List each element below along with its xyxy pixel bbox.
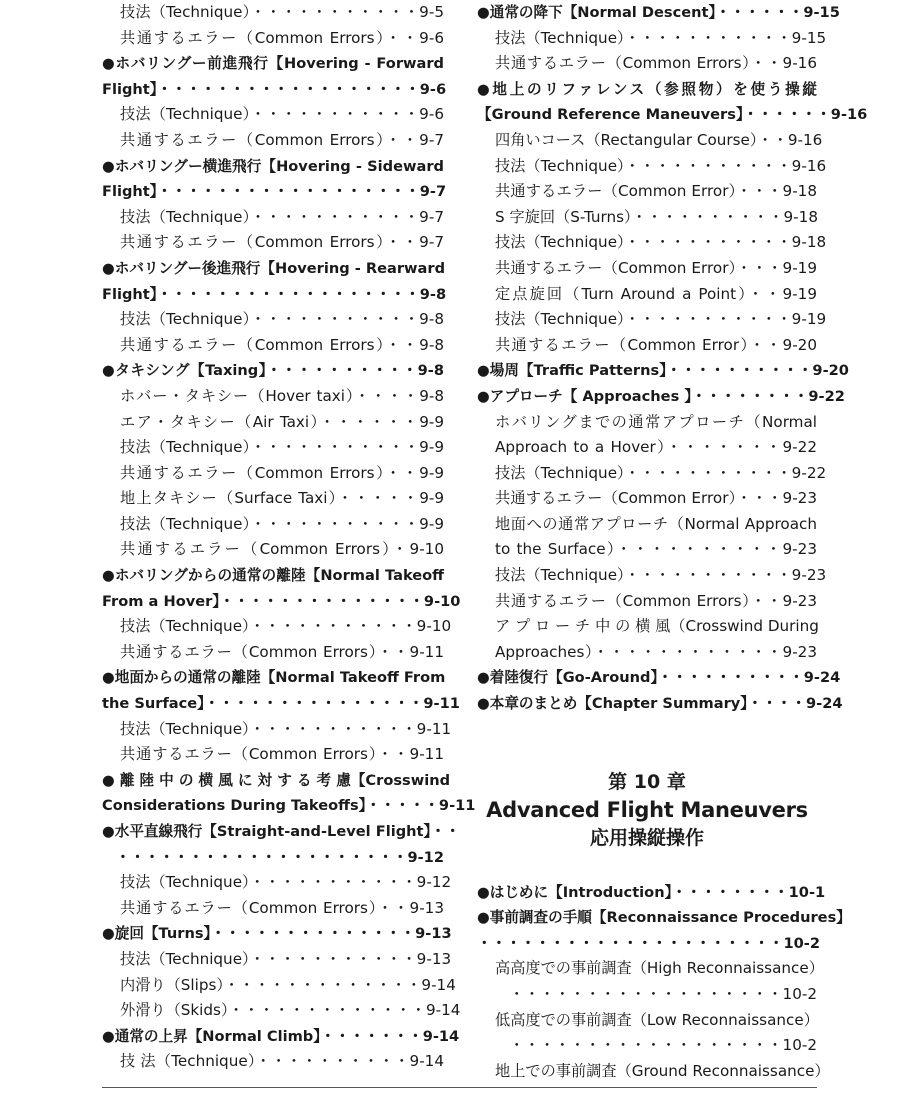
- toc-right-top-entries: [477, 0, 868, 717]
- toc-right-bottom-entries: [477, 880, 851, 1085]
- toc-section-entry: ・・・・・・・・・・・・・・・・・・・・9-12: [115, 848, 444, 866]
- toc-sub-entry: 共通するエラー（Common Errors）・・9-16: [495, 54, 817, 73]
- toc-section-entry: ●本章のまとめ【Chapter Summary】・・・・9-24: [477, 695, 843, 713]
- toc-section-entry: Considerations During Takeoffs】・・・・・9-11: [102, 797, 476, 815]
- toc-sub-entry: 外滑り（Skids）・・・・・・・・・・・・・9-14: [120, 1001, 461, 1020]
- toc-section-entry: ● 離 陸 中 の 横 風 に 対 す る 考 慮【Crosswind: [102, 771, 451, 789]
- toc-sub-entry: 共通するエラー（Common Error）・・・9-19: [495, 258, 817, 277]
- toc-sub-entry: ホバリングまでの通常アプローチ（Normal: [495, 412, 817, 431]
- chapter-title-english: Advanced Flight Maneuvers: [486, 797, 808, 822]
- toc-sub-entry: 技法（Technique）・・・・・・・・・・・9-16: [495, 156, 827, 175]
- toc-sub-entry: 技法（Technique）・・・・・・・・・・・9-18: [495, 233, 827, 252]
- toc-section-entry: Flight】・・・・・・・・・・・・・・・・・・9-8: [102, 285, 447, 303]
- toc-sub-entry: ・・・・・・・・・・・・・・・・・・10-2: [509, 985, 817, 1003]
- toc-sub-entry: ア プ ロ ー チ 中 の 横 風（Crosswind During: [495, 617, 819, 636]
- toc-sub-entry: 技法（Technique）・・・・・・・・・・・9-8: [120, 310, 444, 329]
- toc-sub-entry: 共通するエラー（Common Errors）・・9-9: [120, 463, 444, 482]
- toc-sub-entry: 共通するエラー（Common Errors）・・9-7: [120, 130, 444, 149]
- toc-sub-entry: ホバー・タキシー（Hover taxi）・・・・9-8: [120, 386, 444, 405]
- toc-sub-entry: 共通するエラー（Common Errors）・9-10: [120, 540, 444, 559]
- toc-section-entry: ●事前調査の手順【Reconnaissance Procedures】: [477, 909, 851, 927]
- toc-section-entry: ●場周【Traffic Patterns】・・・・・・・・・・9-20: [477, 362, 849, 380]
- toc-section-entry: ●地面からの通常の離陸【Normal Takeoff From: [102, 669, 446, 687]
- toc-sub-entry: ・・・・・・・・・・・・・・・・・・10-2: [509, 1036, 817, 1055]
- toc-sub-entry: 低高度での事前調査（Low Reconnaissance）: [495, 1010, 819, 1029]
- toc-sub-entry: 共通するエラー（Common Errors）・・9-8: [120, 335, 444, 354]
- toc-sub-entry: 地上タキシー（Surface Taxi）・・・・・9-9: [120, 489, 444, 508]
- toc-sub-entry: 共通するエラー（Common Error）・・・9-18: [495, 182, 817, 201]
- toc-section-entry: ●旋回【Turns】・・・・・・・・・・・・・・9-13: [102, 925, 452, 943]
- toc-sub-entry: Approach to a Hover）・・・・・・・9-22: [495, 438, 817, 457]
- toc-sub-entry: 共通するエラー（Common Errors）・・9-7: [120, 233, 444, 252]
- toc-sub-entry: 共通するエラー（Common Errors）・・9-11: [120, 642, 444, 661]
- toc-sub-entry: 技法（Technique）・・・・・・・・・・・9-19: [495, 310, 827, 329]
- toc-section-entry: ・・・・・・・・・・・・・・・・・・・・・10-2: [477, 934, 820, 952]
- toc-section-entry: ●通常の上昇【Normal Climb】・・・・・・・9-14: [102, 1027, 460, 1045]
- toc-sub-entry: 四角いコース（Rectangular Course）・・9-16: [495, 130, 823, 149]
- toc-sub-entry: 技法（Technique）・・・・・・・・・・・9-10: [120, 617, 452, 636]
- toc-sub-entry: 技法（Technique）・・・・・・・・・・・9-23: [495, 566, 827, 585]
- toc-section-entry: Flight】・・・・・・・・・・・・・・・・・・9-6: [102, 80, 447, 98]
- toc-sub-entry: 技法（Technique）・・・・・・・・・・・9-11: [120, 719, 452, 738]
- toc-sub-entry: 共通するエラー（Common Errors）・・9-23: [495, 591, 817, 610]
- toc-sub-entry: 技法（Technique）・・・・・・・・・・・9-15: [495, 28, 827, 47]
- toc-sub-entry: 技法（Technique）・・・・・・・・・・・9-13: [120, 949, 452, 968]
- toc-sub-entry: 技法（Technique）・・・・・・・・・・・9-9: [120, 514, 444, 533]
- toc-sub-entry: 共通するエラー（Common Error）・・9-20: [495, 335, 817, 354]
- toc-section-entry: ●ホバリングー後進飛行【Hovering - Rearward: [102, 259, 446, 277]
- toc-sub-entry: 技法（Technique）・・・・・・・・・・・9-6: [120, 105, 444, 124]
- toc-right-column: [477, 0, 868, 1084]
- toc-sub-entry: 共通するエラー（Common Errors）・・9-13: [120, 898, 444, 917]
- toc-sub-entry: 共通するエラー（Common Error）・・・9-23: [495, 489, 817, 508]
- toc-sub-entry: 定点旋回（Turn Around a Point）・・9-19: [495, 284, 817, 303]
- toc-sub-entry: 内滑り（Slips）・・・・・・・・・・・・・9-14: [120, 975, 456, 994]
- toc-sub-entry: 技 法（Technique）・・・・・・・・・・9-14: [120, 1052, 444, 1071]
- chapter-spacer: [477, 717, 817, 768]
- toc-sub-entry: エア・タキシー（Air Taxi）・・・・・・9-9: [120, 412, 444, 431]
- toc-sub-entry: 技法（Technique）・・・・・・・・・・・9-5: [120, 3, 444, 21]
- toc-sub-entry: Approaches）・・・・・・・・・・・・9-23: [495, 642, 817, 661]
- toc-section-entry: From a Hover】・・・・・・・・・・・・・・9-10: [102, 592, 461, 610]
- toc-section-entry: ●着陸復行【Go-Around】・・・・・・・・・・9-24: [477, 669, 841, 687]
- toc-sub-entry: 高高度での事前調査（High Reconnaissance）: [495, 959, 824, 978]
- toc-section-entry: ●アプローチ【 Approaches 】・・・・・・・・9-22: [477, 387, 845, 405]
- toc-sub-entry: 地上での事前調査（Ground Reconnaissance）: [495, 1061, 830, 1080]
- toc-section-entry: the Surface】・・・・・・・・・・・・・・・9-11: [102, 695, 460, 713]
- toc-section-entry: ●水平直線飛行【Straight-and-Level Flight】・・: [102, 823, 460, 840]
- toc-section-entry: 【Ground Reference Maneuvers】・・・・・・9-16: [477, 106, 868, 124]
- toc-sub-entry: 共通するエラー（Common Errors）・・9-11: [120, 745, 444, 764]
- toc-sub-entry: 技法（Technique）・・・・・・・・・・・9-22: [495, 463, 827, 482]
- toc-sub-entry: 技法（Technique）・・・・・・・・・・・9-9: [120, 438, 444, 457]
- toc-section-entry: ●通常の降下【Normal Descent】・・・・・・9-15: [477, 4, 840, 21]
- toc-left-column: [102, 0, 476, 1075]
- chapter-title-japanese: 応用操縦操作: [589, 826, 704, 849]
- footer-rule: [102, 1087, 817, 1088]
- toc-sub-entry: 地面への通常アプローチ（Normal Approach: [495, 514, 817, 533]
- toc-sub-entry: 技法（Technique）・・・・・・・・・・・9-12: [120, 873, 452, 892]
- toc-section-entry: ●ホバリングー横進飛行【Hovering - Sideward: [102, 157, 444, 175]
- chapter-number: 第 10 章: [608, 770, 686, 793]
- toc-section-entry: ●はじめに【Introduction】・・・・・・・・10-1: [477, 883, 826, 901]
- chapter-spacer-after: [477, 852, 817, 880]
- toc-section-entry: Flight】・・・・・・・・・・・・・・・・・・9-7: [102, 183, 447, 201]
- toc-section-entry: ●ホバリングー前進飛行【Hovering - Forward: [102, 55, 444, 73]
- toc-sub-entry: S 字旋回（S-Turns）・・・・・・・・・・9-18: [495, 207, 818, 226]
- toc-sub-entry: 共通するエラー（Common Errors）・・9-6: [120, 28, 444, 47]
- toc-sub-entry: 技法（Technique）・・・・・・・・・・・9-7: [120, 207, 444, 226]
- toc-sub-entry: to the Surface）・・・・・・・・・・9-23: [495, 540, 817, 559]
- toc-section-entry: ●地上のリファレンス（参照物）を使う操縦: [477, 80, 818, 98]
- toc-section-entry: ●タキシング【Taxing】・・・・・・・・・・9-8: [102, 362, 444, 380]
- toc-section-entry: ●ホバリングからの通常の離陸【Normal Takeoff: [102, 567, 444, 585]
